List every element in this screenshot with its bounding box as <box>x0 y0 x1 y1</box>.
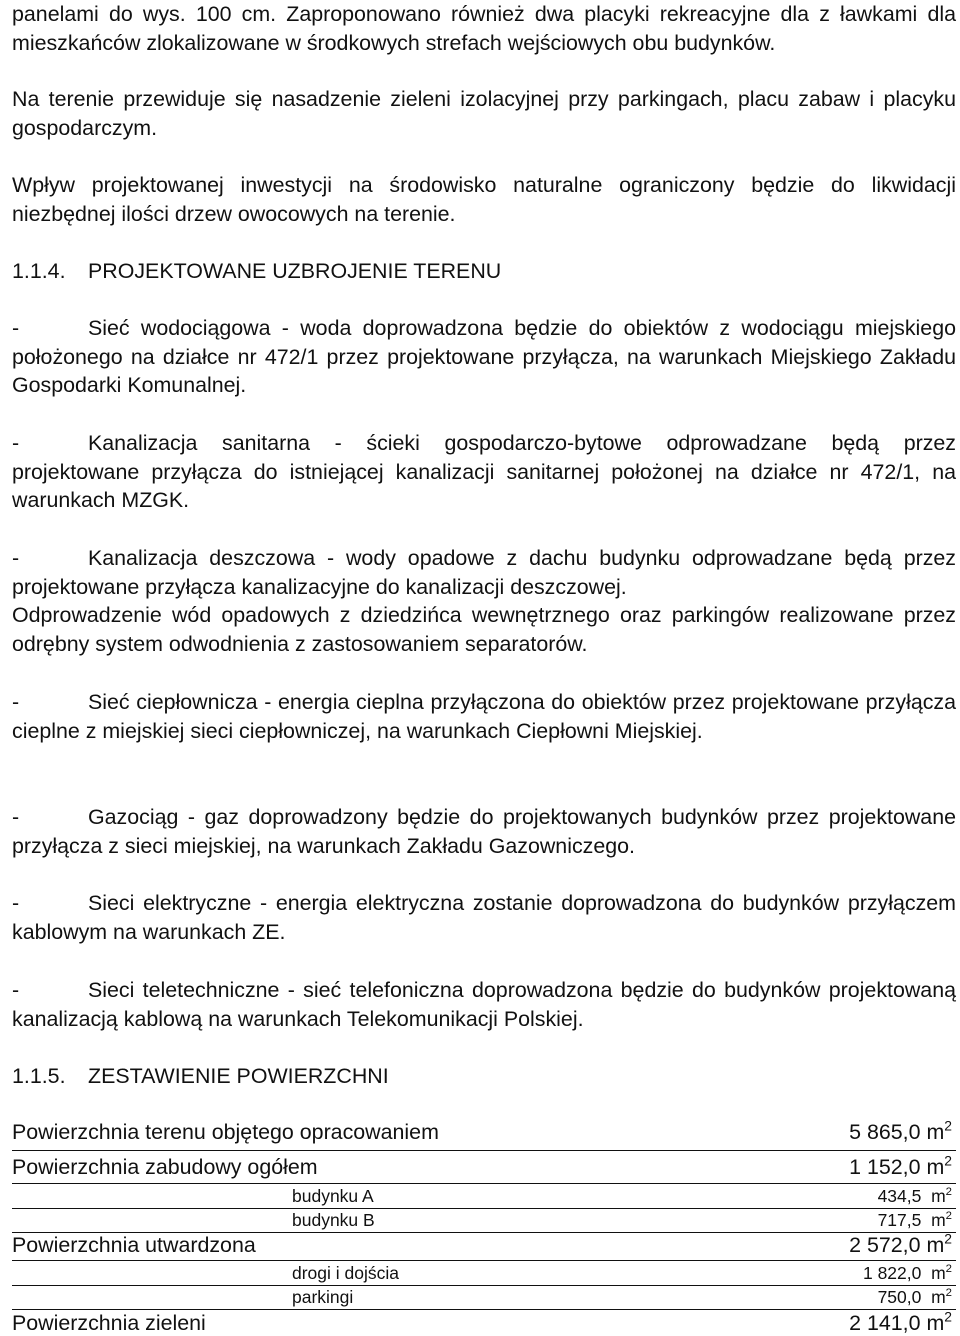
list-item-storm: - Kanalizacja deszczowa - wody opadowe z dachu budynku odprowadzane będą przez projektowane przyłącza kanalizacyjne do kanalizacji deszczowej. Odprowadzenie wód opadowych z dziedzińca wewnętrznego oraz parkingów realizowane przez odrębny system odwodnienia z zastosowaniem separatorów. <box>12 544 956 658</box>
list-item-telecom: - Sieci teletechniczne - sieć telefoniczna doprowadzona będzie do budynków projektowaną kanalizacją kablową na warunkach Telekomunikacji Polskiej. <box>12 978 956 1031</box>
storm-extra: Odprowadzenie wód opadowych z dziedzińca wewnętrznego oraz parkingów realizowane przez odrębny system odwodnienia z zastosowaniem separatorów. <box>12 603 956 656</box>
list-dash: - <box>12 316 20 340</box>
list-item-sanitary: - Kanalizacja sanitarna - ścieki gospodarczo-bytowe odprowadzane będą przez projektowane przyłącza do istniejącej kanalizacji sanitarnej położonej na działce nr 472/1, na warunkach MZGK. <box>12 431 956 512</box>
section-title: PROJEKTOWANE UZBROJENIE TERENU <box>88 259 502 283</box>
table-row: parkingi 750,0 $m^2$ <box>12 1287 956 1310</box>
section-title: ZESTAWIENIE POWIERZCHNI <box>88 1064 389 1088</box>
list-dash: - <box>12 978 20 1002</box>
section-heading-115 <box>12 1062 389 1091</box>
table-row: budynku B 717,5 $m^2$ <box>12 1210 956 1233</box>
table-row: drogi i dojścia 1 822,0 $m^2$ <box>12 1263 956 1286</box>
list-dash: - <box>12 891 20 915</box>
table-row: Powierzchnia zieleni 2 141,0 $m^2$ <box>12 1308 952 1335</box>
section-number: 1.1.5. <box>12 1064 66 1088</box>
list-item-water: - Sieć wodociągowa - woda doprowadzona będzie do obiektów z wodociągu miejskiego położonego na działce nr 472/1 przez projektowane przyłącza, na warunkach Miejskiego Zakładu Gospodarki Komunalnej. <box>12 316 956 397</box>
list-item-electric: - Sieci elektryczne - energia elektryczna zostanie doprowadzona do budynków przyłączem kablowym na warunkach ZE. <box>12 891 956 944</box>
list-item-gas: - Gazociąg - gaz doprowadzony będzie do projektowanych budynków przez projektowane przyłącza z sieci miejskiej, na warunkach Zakładu Gazowniczego. <box>12 805 956 858</box>
table-row: Powierzchnia zabudowy ogółem 1 152,0 $m^2$ <box>12 1155 956 1184</box>
intro-paragraph-1: panelami do wys. 100 cm. Zaproponowano również dwa placyki rekreacyjne dla z ławkami dla mieszkańców zlokalizowane w środkowych strefach wejściowych obu budynków. <box>12 2 956 55</box>
section-heading-114 <box>12 257 501 286</box>
list-dash: - <box>12 431 20 455</box>
list-dash: - <box>12 805 20 829</box>
table-row: Powierzchnia terenu objętego opracowaniem 5 865,0 $m^2$ <box>12 1120 956 1151</box>
intro-paragraph-2: Na terenie przewiduje się nasadzenie zieleni izolacyjnej przy parkingach, placu zabaw i placyku gospodarczym. <box>12 87 956 140</box>
table-row: Powierzchnia utwardzona 2 572,0 $m^2$ <box>12 1233 956 1261</box>
table-row: budynku A 434,5 $m^2$ <box>12 1186 956 1209</box>
section-number: 1.1.4. <box>12 259 66 283</box>
list-dash: - <box>12 690 20 714</box>
list-dash: - <box>12 546 20 570</box>
list-item-heating: - Sieć ciepłownicza - energia cieplna przyłączona do obiektów przez projektowane przyłącza cieplne z miejskiej sieci ciepłowniczej, na warunkach Ciepłowni Miejskiej. <box>12 690 956 743</box>
intro-paragraph-3: Wpływ projektowanej inwestycji na środowisko naturalne ograniczony będzie do likwidacji niezbędnej ilości drzew owocowych na terenie. <box>12 173 956 226</box>
